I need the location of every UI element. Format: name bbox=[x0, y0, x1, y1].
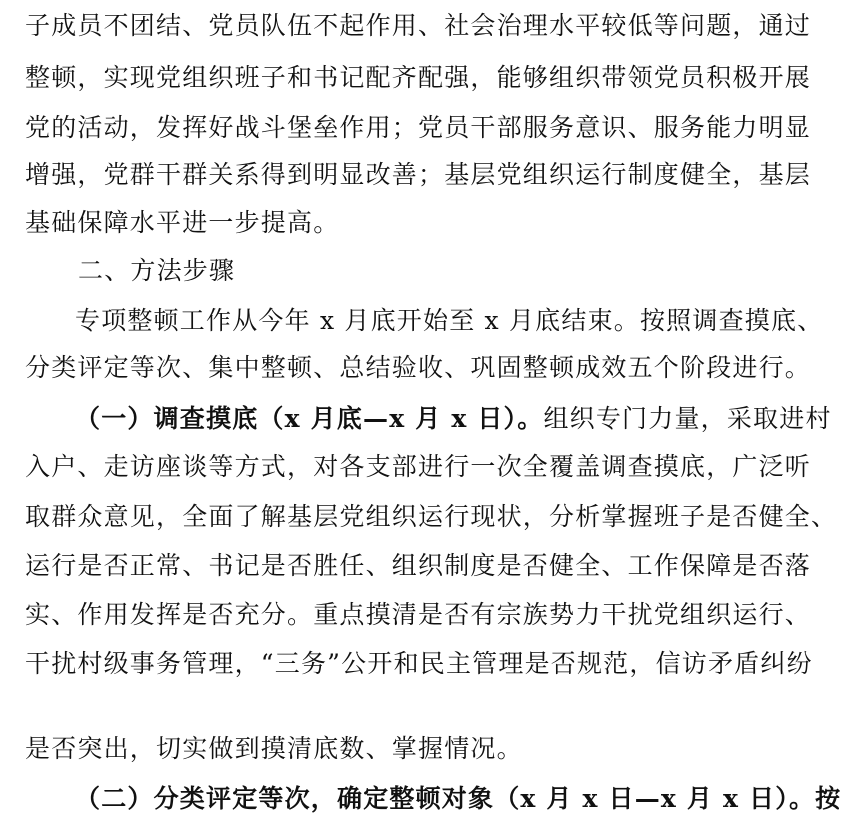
paragraph-line: 入户、走访座谈等方式，对各支部进行一次全覆盖调查摸底，广泛听 bbox=[25, 452, 812, 481]
subsection-line bbox=[75, 403, 832, 435]
paragraph-line: 实、作用发挥是否充分。重点摸清是否有宗族势力干扰党组织运行、 bbox=[25, 600, 812, 629]
paragraph-line: 党的活动，发挥好战斗堡垒作用；党员干部服务意识、服务能力明显 bbox=[25, 113, 812, 142]
paragraph-line: 分类评定等次、集中整顿、总结验收、巩固整顿成效五个阶段进行。 bbox=[25, 353, 812, 382]
subsection-heading: （一）调查摸底（x 月底—x 月 x 日）。 bbox=[75, 404, 544, 433]
paragraph-line: 取群众意见，全面了解基层党组织运行现状，分析掌握班子是否健全、 bbox=[25, 502, 838, 531]
paragraph-line: 整顿，实现党组织班子和书记配齐配强，能够组织带领党员积极开展 bbox=[25, 63, 812, 92]
paragraph-line: 增强，党群干群关系得到明显改善；基层党组织运行制度健全，基层 bbox=[25, 160, 812, 189]
paragraph-line: 专项整顿工作从今年 x 月底开始至 x 月底结束。按照调查摸底、 bbox=[75, 306, 824, 335]
section-heading: 二、方法步骤 bbox=[78, 256, 236, 285]
paragraph-line: 干扰村级事务管理，“三务”公开和民主管理是否规范，信访矛盾纠纷 bbox=[25, 649, 813, 678]
paragraph-line: 是否突出，切实做到摸清底数、掌握情况。 bbox=[25, 734, 523, 763]
subsection-heading-cutoff: （二）分类评定等次，确定整顿对象（x 月 x 日—x 月 x 日）。按 bbox=[75, 784, 841, 813]
paragraph-line: 基础保障水平进一步提高。 bbox=[25, 208, 340, 237]
paragraph-line: 运行是否正常、书记是否胜任、组织制度是否健全、工作保障是否落 bbox=[25, 551, 812, 580]
subsection-text: 组织专门力量，采取进村 bbox=[543, 404, 832, 433]
paragraph-line: 子成员不团结、党员队伍不起作用、社会治理水平较低等问题，通过 bbox=[25, 11, 812, 40]
